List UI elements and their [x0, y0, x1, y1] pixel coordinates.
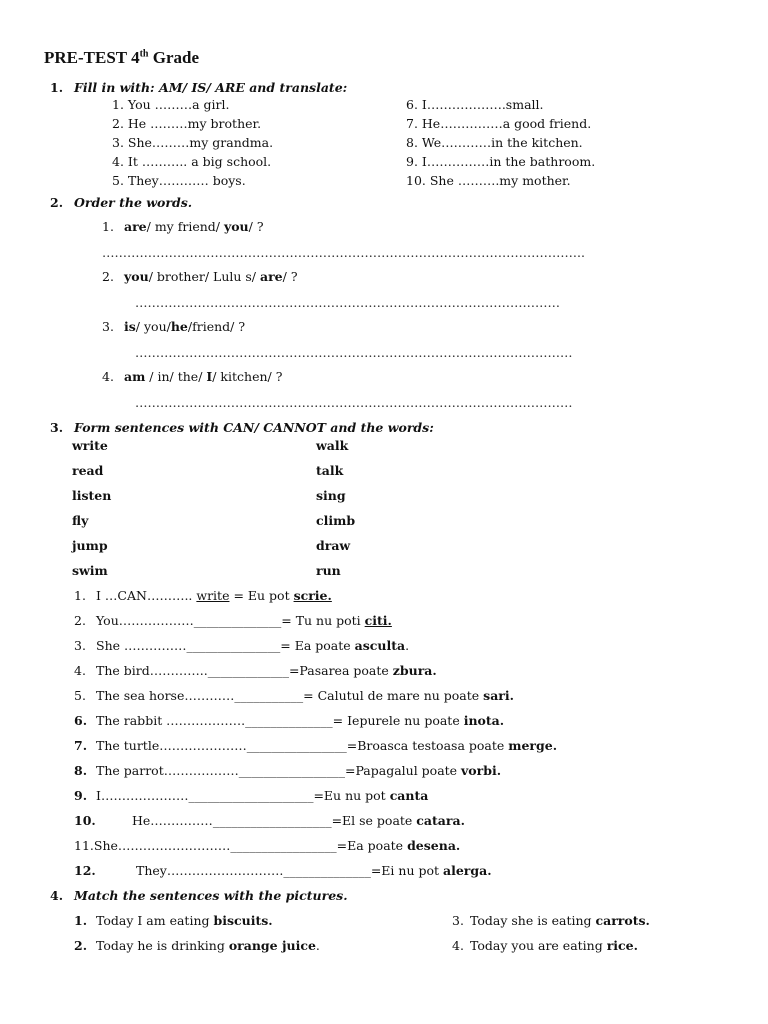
answer-blank: ______________ [283, 863, 371, 878]
translation-verb: citi. [364, 613, 392, 628]
title-main: PRE-TEST 4 [44, 48, 140, 67]
translation-verb: scrie. [293, 588, 332, 603]
fill-in-item: 7. He……………a good friend. [406, 116, 592, 131]
verb-word: talk [316, 463, 344, 478]
can-sentence [74, 788, 428, 803]
translation-text: =Ea poate [336, 838, 408, 853]
match-sentence [452, 938, 638, 953]
answer-blank: ______________ [245, 713, 333, 728]
item-number: 4. [74, 663, 86, 678]
translation-text: =Papagalul poate [344, 763, 462, 778]
word-part: are [260, 269, 283, 284]
word-part: am [124, 369, 146, 384]
fill-in-item: 8. We…………in the kitchen. [406, 135, 583, 150]
section-number: 1. [50, 80, 64, 95]
item-number: 10. [74, 813, 96, 828]
food-word: orange juice [228, 938, 316, 953]
verb-word: sing [316, 488, 346, 503]
verb-word: climb [316, 513, 356, 528]
order-words-item [102, 319, 245, 334]
translation-text: = Tu nu poti [281, 613, 365, 628]
fill-in-item: 4. It ……….. a big school. [112, 154, 272, 169]
translation-verb: desena. [407, 838, 461, 853]
translation-text: = Iepurele nu poate [332, 713, 464, 728]
translation-text: =Eu nu pot [313, 788, 390, 803]
answer-line: …………………………………………………………………………………………………….. [102, 245, 585, 260]
example-verb: write [196, 588, 230, 603]
match-sentence [74, 938, 320, 953]
item-number: 2. [74, 938, 88, 953]
translation-text: = Eu pot [229, 588, 294, 603]
title-rest: Grade [148, 48, 200, 67]
page-title [44, 48, 199, 68]
can-sentence [74, 763, 501, 778]
translation-text: =Pasarea poate [288, 663, 393, 678]
can-sentence [74, 713, 504, 728]
item-number: 12. [74, 863, 96, 878]
answer-blank: ________________ [246, 738, 347, 753]
word-part: / kitchen/ ? [212, 369, 283, 384]
section-2-heading [50, 195, 192, 210]
word-part: / you/ [135, 319, 171, 334]
translation-text: =El se poate [331, 813, 417, 828]
can-sentence [74, 863, 492, 878]
translation-verb: canta [389, 788, 429, 803]
order-words-item [102, 219, 264, 234]
fill-in-item: 10. She ……….my mother. [406, 173, 571, 188]
sentence-start: She……………………… [93, 838, 231, 853]
sentence-start: I …CAN……….. [96, 588, 197, 603]
answer-blank: _________________ [238, 763, 345, 778]
answer-blank: ___________________ [212, 813, 332, 828]
sentence-text: Today I am eating [96, 913, 214, 928]
verb-word: read [72, 463, 104, 478]
section-1-heading [50, 80, 347, 95]
sentence-start: He…………… [132, 813, 213, 828]
answer-blank: ____________________ [188, 788, 314, 803]
sentence-start: The bird………….. [96, 663, 208, 678]
word-part: / ? [248, 219, 264, 234]
answer-line: ………………………………………………………………………………………… [135, 295, 560, 310]
sentence-start: The turtle………………… [96, 738, 247, 753]
verb-word: write [72, 438, 108, 453]
punctuation: . [405, 638, 410, 653]
can-sentence [74, 738, 557, 753]
sentence-start: The sea horse………… [96, 688, 235, 703]
sentence-start: The parrot……………… [96, 763, 239, 778]
food-word: biscuits. [213, 913, 273, 928]
item-number: 1. [74, 588, 86, 603]
verb-word: run [316, 563, 341, 578]
item-number: 1. [102, 219, 114, 234]
translation-text: = Calutul de mare nu poate [303, 688, 484, 703]
translation-verb: zbura. [392, 663, 437, 678]
word-part: / in/ the/ [145, 369, 207, 384]
word-part: / ? [282, 269, 298, 284]
answer-blank: ______________ [193, 613, 282, 628]
can-sentence [74, 813, 465, 828]
section-number: 4. [50, 888, 64, 903]
verb-word: listen [72, 488, 112, 503]
item-number: 2. [102, 269, 114, 284]
translation-verb: alerga. [443, 863, 492, 878]
item-number: 7. [74, 738, 88, 753]
word-part: / brother/ Lulu s/ [148, 269, 260, 284]
word-part: he [170, 319, 188, 334]
item-number: 11. [74, 838, 94, 853]
item-number: 1. [74, 913, 88, 928]
food-word: rice. [606, 938, 638, 953]
can-sentence [74, 663, 437, 678]
section-title: Match the sentences with the pictures. [74, 888, 348, 903]
item-number: 9. [74, 788, 88, 803]
can-sentence [74, 588, 332, 603]
translation-verb: sari. [483, 688, 514, 703]
sentence-start: The rabbit ………………. [96, 713, 246, 728]
sentence-text: Today you are eating [470, 938, 607, 953]
fill-in-item: 9. I……………in the bathroom. [406, 154, 596, 169]
match-sentence [74, 913, 273, 928]
word-part: you [124, 269, 149, 284]
fill-in-item: 6. I……………….small. [406, 97, 544, 112]
section-number: 2. [50, 195, 64, 210]
word-part: is [124, 319, 136, 334]
match-sentence [452, 913, 650, 928]
item-number: 2. [74, 613, 86, 628]
fill-in-item: 5. They………… boys. [112, 173, 246, 188]
word-part: you [223, 219, 249, 234]
translation-text: =Broasca testoasa poate [346, 738, 509, 753]
word-part: /friend/ ? [187, 319, 246, 334]
translation-verb: merge. [508, 738, 558, 753]
can-sentence [74, 638, 409, 653]
order-words-item [102, 369, 282, 384]
order-words-item [102, 269, 298, 284]
section-title: Fill in with: AM/ IS/ ARE and translate: [74, 80, 348, 95]
can-sentence [74, 688, 514, 703]
section-title: Order the words. [74, 195, 193, 210]
sentence-text: Today he is drinking [96, 938, 229, 953]
translation-verb: inota. [463, 713, 505, 728]
answer-blank: _____________ [207, 663, 289, 678]
sentence-start: They………………………. [136, 863, 284, 878]
fill-in-item: 1. You ………a girl. [112, 97, 230, 112]
answer-blank: _______________ [186, 638, 281, 653]
item-number: 3. [452, 913, 464, 928]
translation-verb: catara. [416, 813, 465, 828]
fill-in-item: 3. She………my grandma. [112, 135, 274, 150]
food-word: carrots. [595, 913, 650, 928]
sentence-text: Today she is eating [470, 913, 596, 928]
verb-word: draw [316, 538, 351, 553]
translation-verb: vorbi. [461, 763, 502, 778]
word-part: are [124, 219, 147, 234]
title-superscript: th [139, 48, 149, 60]
answer-line: …………………………………………………………………………………………… [135, 345, 573, 360]
answer-line: …………………………………………………………………………………………… [135, 395, 573, 410]
item-number: 6. [74, 713, 88, 728]
can-sentence [74, 838, 460, 853]
item-number: 4. [452, 938, 464, 953]
section-number: 3. [50, 420, 64, 435]
section-4-heading [50, 888, 348, 903]
verb-word: jump [72, 538, 108, 553]
can-sentence [74, 613, 392, 628]
translation-text: =Ei nu pot [370, 863, 443, 878]
translation-text: = Ea poate [280, 638, 355, 653]
word-part: I [206, 369, 213, 384]
item-number: 3. [74, 638, 86, 653]
section-title: Form sentences with CAN/ CANNOT and the words: [74, 420, 434, 435]
word-part: / my friend/ [146, 219, 224, 234]
item-number: 8. [74, 763, 88, 778]
sentence-start: She …………… [96, 638, 187, 653]
item-number: 3. [102, 319, 114, 334]
item-number: 4. [102, 369, 114, 384]
answer-blank: _________________ [230, 838, 337, 853]
translation-verb: asculta [354, 638, 406, 653]
punctuation: . [315, 938, 320, 953]
verb-word: swim [72, 563, 108, 578]
item-number: 5. [74, 688, 86, 703]
section-3-heading [50, 420, 434, 435]
verb-word: fly [72, 513, 89, 528]
fill-in-item: 2. He ………my brother. [112, 116, 262, 131]
answer-blank: ___________ [234, 688, 304, 703]
sentence-start: I………………… [96, 788, 189, 803]
sentence-start: You……………… [96, 613, 194, 628]
verb-word: walk [316, 438, 349, 453]
